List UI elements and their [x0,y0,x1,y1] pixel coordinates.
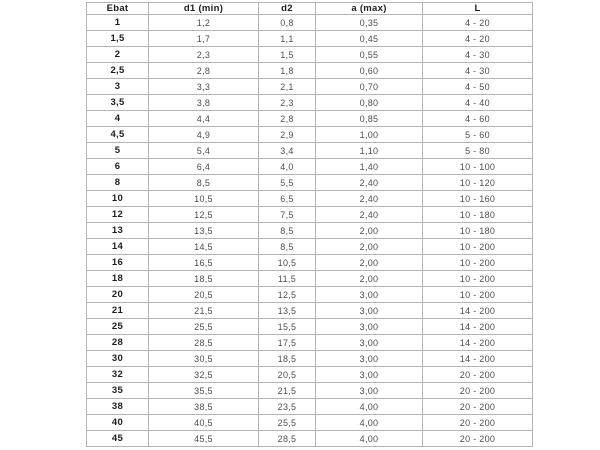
size-cell: 3,5 [87,95,149,111]
size-cell: 8 [87,175,149,191]
value-cell: 20 - 200 [423,367,533,383]
value-cell: 4,00 [316,431,423,447]
table-row [87,127,533,143]
size-cell: 30 [87,351,149,367]
column-header: L [423,3,533,15]
size-cell: 13 [87,223,149,239]
value-cell: 10 - 200 [423,271,533,287]
header-row [87,3,533,15]
value-cell: 2,8 [149,63,259,79]
value-cell: 7,5 [259,207,316,223]
value-cell: 0,80 [316,95,423,111]
size-cell: 6 [87,159,149,175]
value-cell: 2,00 [316,223,423,239]
value-cell: 28,5 [259,431,316,447]
size-cell: 2 [87,47,149,63]
size-cell: 20 [87,287,149,303]
table-row [87,431,533,447]
value-cell: 30,5 [149,351,259,367]
value-cell: 8,5 [259,223,316,239]
table-row [87,63,533,79]
table-row [87,15,533,31]
table-row [87,383,533,399]
size-cell: 16 [87,255,149,271]
table-row [87,351,533,367]
value-cell: 12,5 [259,287,316,303]
value-cell: 10 - 180 [423,223,533,239]
value-cell: 25,5 [149,319,259,335]
value-cell: 20 - 200 [423,383,533,399]
value-cell: 0,60 [316,63,423,79]
table-row [87,207,533,223]
value-cell: 15,5 [259,319,316,335]
table-row [87,31,533,47]
column-header: Ebat [87,3,149,15]
value-cell: 1,1 [259,31,316,47]
value-cell: 4,0 [259,159,316,175]
value-cell: 0,85 [316,111,423,127]
table-row [87,47,533,63]
value-cell: 2,00 [316,271,423,287]
value-cell: 1,7 [149,31,259,47]
size-cell: 40 [87,415,149,431]
table-row [87,287,533,303]
value-cell: 3,00 [316,287,423,303]
size-cell: 28 [87,335,149,351]
value-cell: 4,9 [149,127,259,143]
size-cell: 10 [87,191,149,207]
value-cell: 20,5 [149,287,259,303]
value-cell: 6,4 [149,159,259,175]
table-row [87,111,533,127]
value-cell: 3,00 [316,367,423,383]
value-cell: 10 - 200 [423,239,533,255]
value-cell: 2,3 [259,95,316,111]
table-row [87,191,533,207]
value-cell: 10 - 160 [423,191,533,207]
value-cell: 2,9 [259,127,316,143]
size-cell: 1 [87,15,149,31]
value-cell: 1,5 [259,47,316,63]
value-cell: 2,00 [316,239,423,255]
value-cell: 2,40 [316,175,423,191]
value-cell: 20 - 200 [423,415,533,431]
table-row [87,143,533,159]
table-row [87,367,533,383]
value-cell: 1,2 [149,15,259,31]
value-cell: 32,5 [149,367,259,383]
value-cell: 4 - 20 [423,15,533,31]
value-cell: 4,4 [149,111,259,127]
value-cell: 10 - 200 [423,287,533,303]
value-cell: 3,00 [316,383,423,399]
table-body [87,15,533,447]
value-cell: 4 - 20 [423,31,533,47]
table-row [87,223,533,239]
value-cell: 1,40 [316,159,423,175]
size-cell: 45 [87,431,149,447]
value-cell: 3,00 [316,303,423,319]
value-cell: 21,5 [259,383,316,399]
value-cell: 40,5 [149,415,259,431]
value-cell: 1,00 [316,127,423,143]
value-cell: 10 - 120 [423,175,533,191]
value-cell: 13,5 [149,223,259,239]
table-row [87,95,533,111]
size-spec-table [86,2,533,447]
size-cell: 38 [87,399,149,415]
value-cell: 4,00 [316,415,423,431]
size-cell: 3 [87,79,149,95]
value-cell: 13,5 [259,303,316,319]
value-cell: 8,5 [259,239,316,255]
value-cell: 5 - 80 [423,143,533,159]
table-row [87,335,533,351]
value-cell: 2,40 [316,191,423,207]
value-cell: 2,1 [259,79,316,95]
value-cell: 28,5 [149,335,259,351]
value-cell: 20 - 200 [423,431,533,447]
value-cell: 3,8 [149,95,259,111]
value-cell: 10 - 180 [423,207,533,223]
value-cell: 5 - 60 [423,127,533,143]
size-cell: 18 [87,271,149,287]
value-cell: 3,3 [149,79,259,95]
value-cell: 25,5 [259,415,316,431]
size-cell: 2,5 [87,63,149,79]
value-cell: 20 - 200 [423,399,533,415]
column-header: d2 [259,3,316,15]
value-cell: 20,5 [259,367,316,383]
value-cell: 16,5 [149,255,259,271]
column-header: a (max) [316,3,423,15]
table-row [87,271,533,287]
table-row [87,319,533,335]
value-cell: 6,5 [259,191,316,207]
size-cell: 14 [87,239,149,255]
value-cell: 3,00 [316,319,423,335]
size-cell: 12 [87,207,149,223]
table-row [87,255,533,271]
value-cell: 3,00 [316,335,423,351]
value-cell: 4 - 50 [423,79,533,95]
value-cell: 10 - 100 [423,159,533,175]
value-cell: 0,55 [316,47,423,63]
value-cell: 5,4 [149,143,259,159]
value-cell: 21,5 [149,303,259,319]
value-cell: 5,5 [259,175,316,191]
value-cell: 8,5 [149,175,259,191]
value-cell: 14 - 200 [423,319,533,335]
spec-table-container [86,2,507,447]
table-row [87,79,533,95]
value-cell: 35,5 [149,383,259,399]
value-cell: 10,5 [149,191,259,207]
size-cell: 1,5 [87,31,149,47]
value-cell: 0,70 [316,79,423,95]
value-cell: 18,5 [259,351,316,367]
value-cell: 4 - 30 [423,63,533,79]
table-row [87,415,533,431]
value-cell: 18,5 [149,271,259,287]
value-cell: 0,45 [316,31,423,47]
size-cell: 35 [87,383,149,399]
size-cell: 25 [87,319,149,335]
value-cell: 10 - 200 [423,255,533,271]
value-cell: 38,5 [149,399,259,415]
value-cell: 3,4 [259,143,316,159]
value-cell: 4 - 60 [423,111,533,127]
value-cell: 4 - 40 [423,95,533,111]
value-cell: 2,8 [259,111,316,127]
value-cell: 2,3 [149,47,259,63]
value-cell: 12,5 [149,207,259,223]
table-row [87,175,533,191]
value-cell: 14 - 200 [423,351,533,367]
value-cell: 45,5 [149,431,259,447]
value-cell: 17,5 [259,335,316,351]
table-row [87,159,533,175]
value-cell: 10,5 [259,255,316,271]
table-row [87,399,533,415]
size-cell: 32 [87,367,149,383]
value-cell: 14 - 200 [423,335,533,351]
table-header [87,3,533,15]
value-cell: 4,00 [316,399,423,415]
size-cell: 4,5 [87,127,149,143]
value-cell: 4 - 30 [423,47,533,63]
value-cell: 11,5 [259,271,316,287]
size-cell: 4 [87,111,149,127]
value-cell: 14 - 200 [423,303,533,319]
value-cell: 0,35 [316,15,423,31]
value-cell: 3,00 [316,351,423,367]
value-cell: 1,10 [316,143,423,159]
value-cell: 23,5 [259,399,316,415]
value-cell: 1,8 [259,63,316,79]
value-cell: 14,5 [149,239,259,255]
column-header: d1 (min) [149,3,259,15]
table-row [87,239,533,255]
size-cell: 5 [87,143,149,159]
size-cell: 21 [87,303,149,319]
value-cell: 0,8 [259,15,316,31]
table-row [87,303,533,319]
value-cell: 2,00 [316,255,423,271]
value-cell: 2,40 [316,207,423,223]
